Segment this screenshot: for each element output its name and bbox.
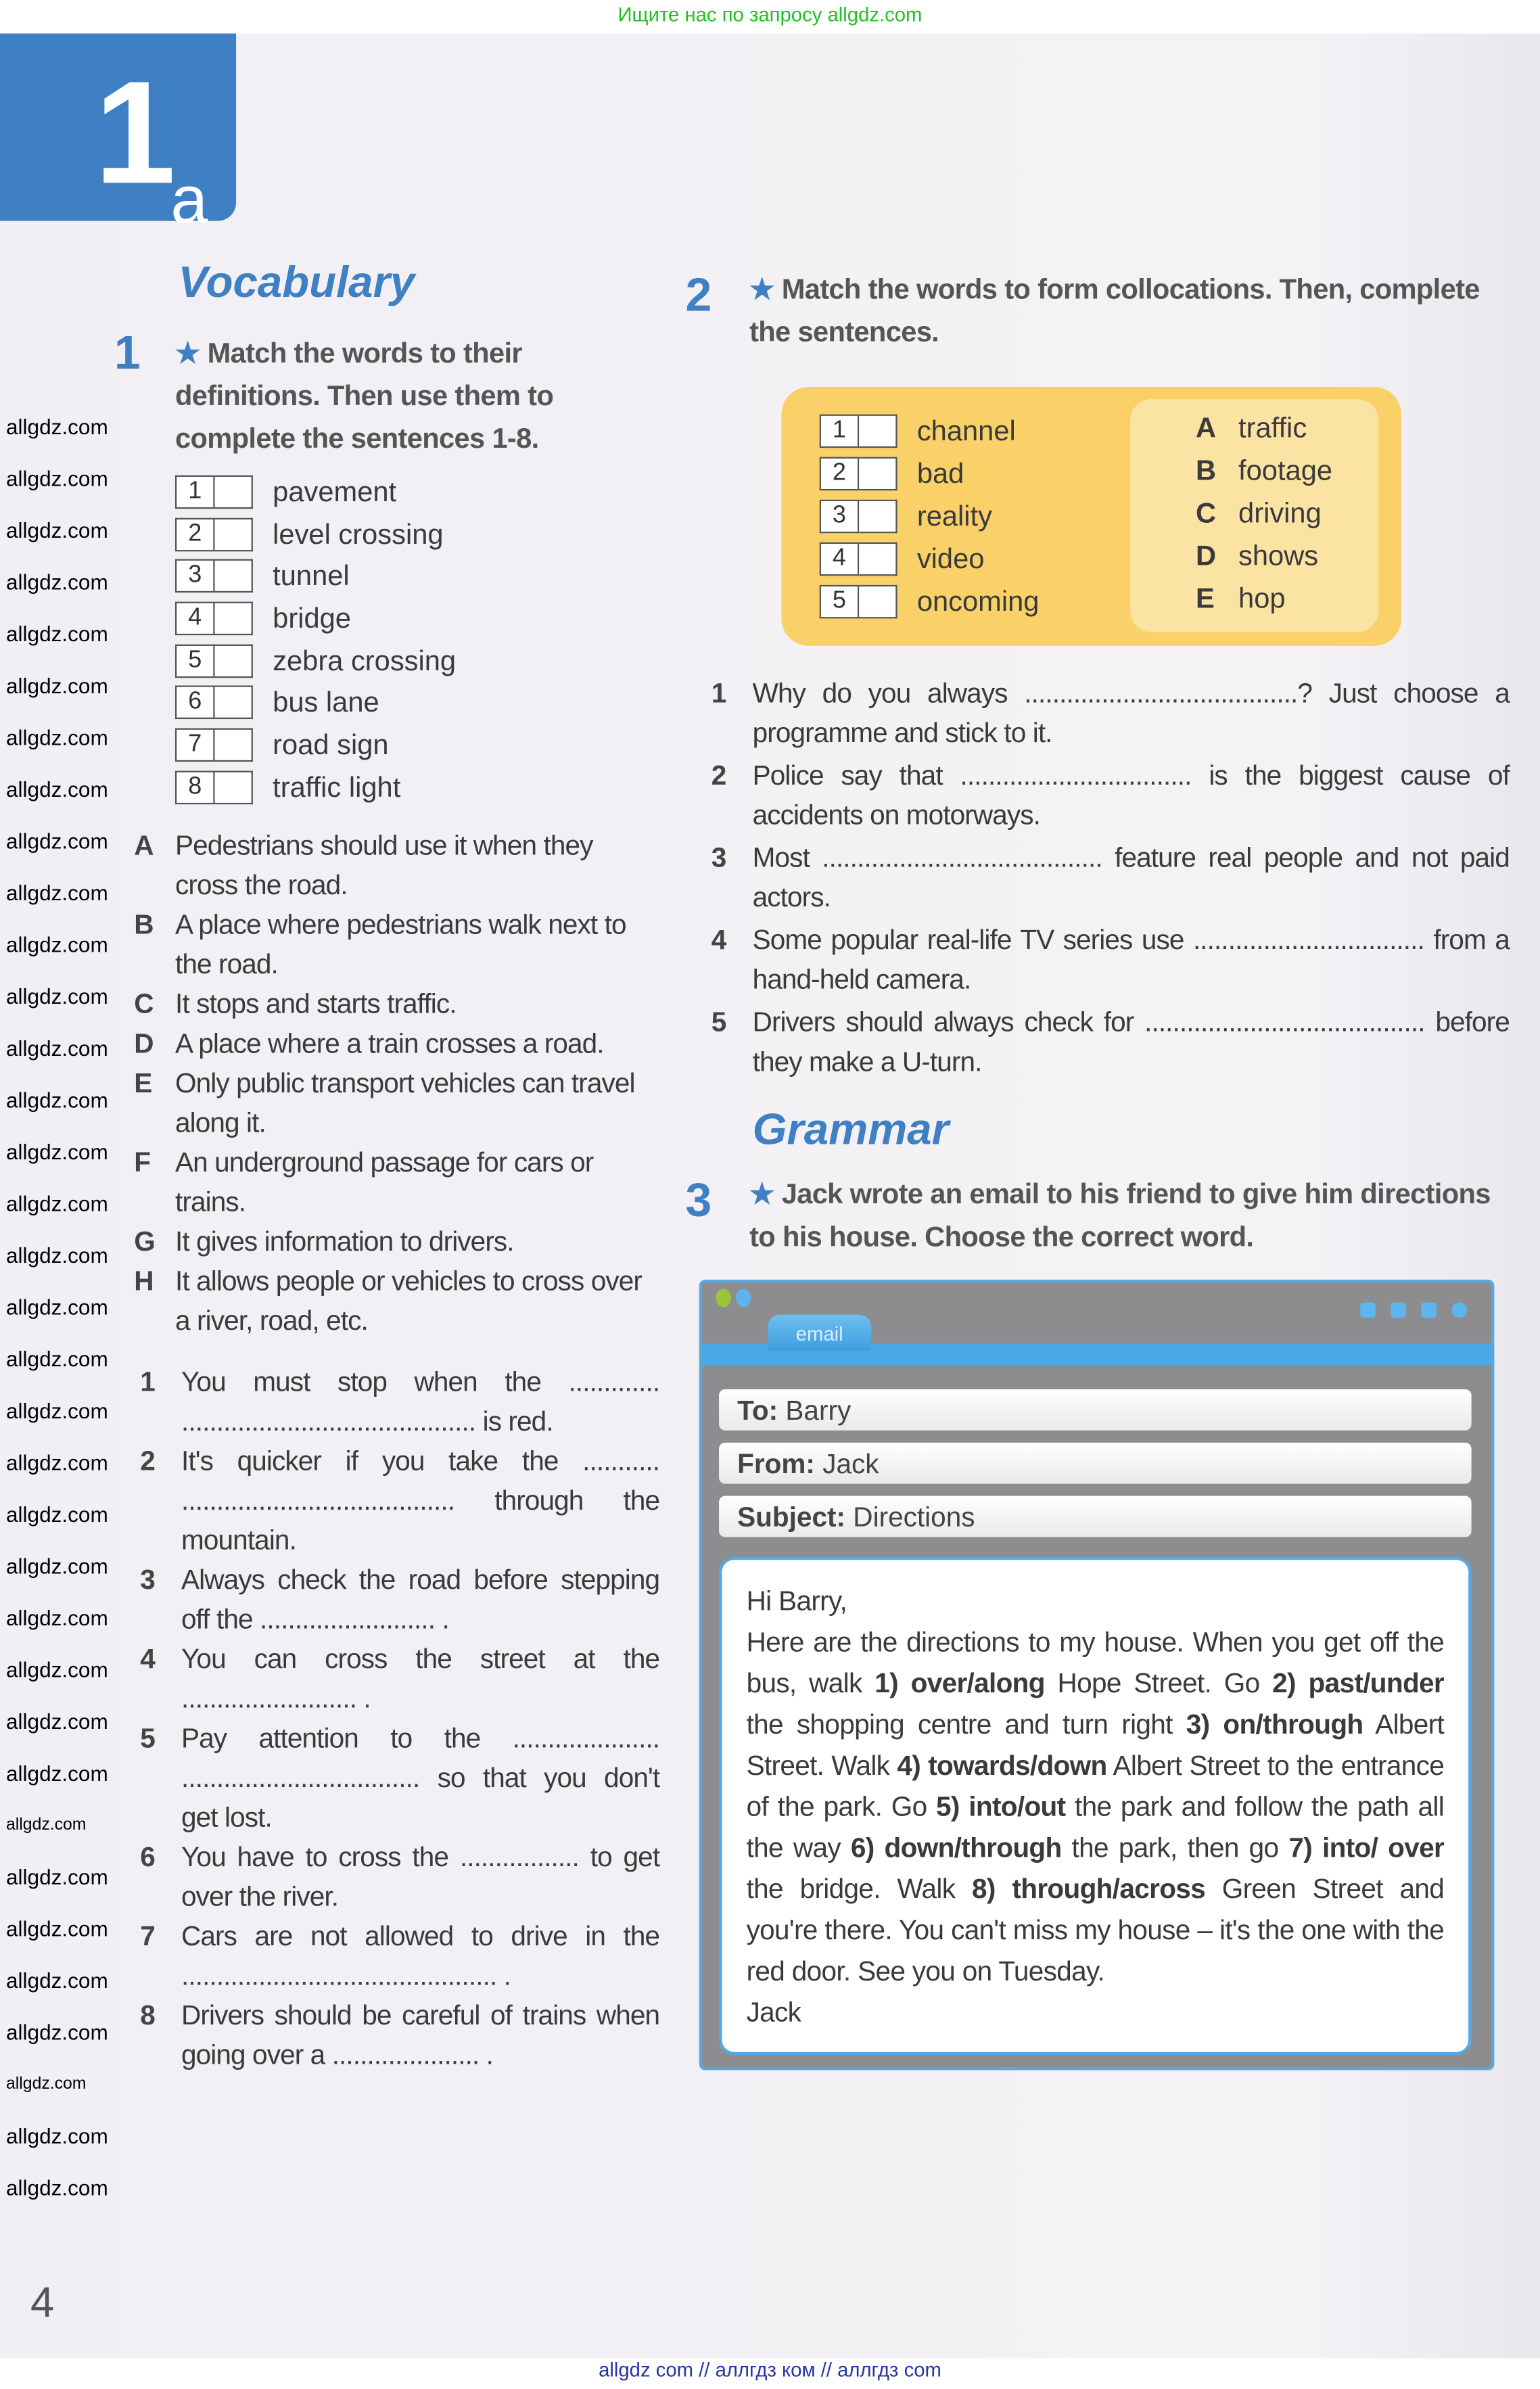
item-number: 4 bbox=[820, 542, 860, 576]
item-number: 4 bbox=[175, 602, 215, 636]
exercise-2-instruction bbox=[749, 268, 1496, 353]
watermark: allgdz.com bbox=[6, 2123, 108, 2148]
answer-choice[interactable]: 8) through/across bbox=[972, 1874, 1206, 1905]
home-icon bbox=[1421, 1303, 1437, 1318]
word: oncoming bbox=[916, 584, 1040, 618]
watermark: allgdz.com bbox=[6, 1450, 108, 1475]
sentence-text: Drivers should be careful of trains when going over a ..................... . bbox=[181, 1999, 660, 2070]
collocation-left-item bbox=[820, 585, 1040, 619]
answer-choice[interactable]: 7) into/ over bbox=[1288, 1832, 1445, 1863]
instruction-text: Match the words to form collocations. Then, complete the sentences. bbox=[749, 273, 1480, 348]
exercise-3-number: 3 bbox=[685, 1173, 712, 1227]
sentence-text: Pay attention to the ..................... .................................. so that you don't get lost. bbox=[181, 1722, 660, 1832]
item-number: 5 bbox=[820, 585, 860, 619]
sentence-number: 6 bbox=[140, 1841, 155, 1872]
sentence-item bbox=[711, 1002, 1510, 1082]
sentence-item bbox=[140, 1837, 659, 1916]
sentence-text: You can cross the street at the ......................... . bbox=[181, 1643, 660, 1714]
answer-box[interactable] bbox=[215, 559, 253, 593]
to-value: Barry bbox=[785, 1395, 851, 1427]
word: traffic bbox=[1238, 411, 1307, 444]
vocabulary-heading: Vocabulary bbox=[178, 258, 415, 308]
watermark: allgdz.com bbox=[6, 673, 108, 698]
watermark: allgdz.com bbox=[6, 1243, 108, 1268]
answer-box[interactable] bbox=[215, 602, 253, 636]
sentence-item bbox=[140, 1362, 659, 1441]
sentence-item bbox=[140, 1916, 659, 1995]
definition-text: Only public transport vehicles can travel along it. bbox=[175, 1067, 635, 1138]
answer-box[interactable] bbox=[215, 686, 253, 720]
watermark: allgdz.com bbox=[6, 1398, 108, 1423]
watermark: allgdz.com bbox=[6, 1864, 108, 1889]
left-column bbox=[134, 332, 659, 2074]
word: driving bbox=[1238, 496, 1322, 529]
to-field[interactable] bbox=[719, 1389, 1472, 1431]
word-list-item bbox=[175, 602, 659, 636]
answer-box[interactable] bbox=[215, 728, 253, 762]
from-value: Jack bbox=[822, 1448, 879, 1479]
sentence-item bbox=[711, 756, 1510, 835]
watermark: allgdz.com bbox=[6, 983, 108, 1008]
body-segment: Here are the directions to my house. When you get off the bus, walk bbox=[746, 1627, 1445, 1699]
sentence-text: You have to cross the ................. to get over the river. bbox=[181, 1841, 660, 1912]
collocation-right-item bbox=[1196, 582, 1286, 616]
body-segment: the park, then go bbox=[1061, 1832, 1289, 1863]
item-number: 7 bbox=[175, 728, 215, 762]
sentence-number: 2 bbox=[711, 760, 726, 791]
exercise-1-number: 1 bbox=[114, 325, 141, 379]
watermark: allgdz.com bbox=[6, 1036, 108, 1061]
collocation-left-item bbox=[820, 500, 992, 534]
answer-box[interactable] bbox=[215, 476, 253, 509]
definition-letter: G bbox=[134, 1226, 155, 1257]
item-number: 3 bbox=[820, 500, 860, 534]
word: tunnel bbox=[273, 559, 350, 592]
item-number: 8 bbox=[175, 770, 215, 804]
word-list-item bbox=[175, 517, 659, 551]
definition-text: It stops and starts traffic. bbox=[175, 988, 457, 1019]
watermark: allgdz.com bbox=[6, 570, 108, 595]
word: reality bbox=[916, 499, 992, 532]
word-list-item bbox=[175, 559, 659, 593]
exercise-2 bbox=[685, 268, 1515, 353]
answer-box[interactable] bbox=[859, 457, 897, 491]
watermark: allgdz.com bbox=[6, 1968, 108, 1993]
word: bad bbox=[916, 457, 964, 489]
star-icon: ★ bbox=[749, 273, 774, 305]
watermark: allgdz.com bbox=[6, 1502, 108, 1527]
sentence-text: Cars are not allowed to drive in the ............................................. . bbox=[181, 1920, 660, 1991]
subject-label: Subject: bbox=[737, 1502, 846, 1533]
watermark: allgdz.com bbox=[6, 725, 108, 750]
word: hop bbox=[1238, 582, 1286, 614]
answer-box[interactable] bbox=[215, 517, 253, 551]
body-segment: the park and follow the path all the way bbox=[746, 1791, 1445, 1863]
exercise-1-sentences bbox=[140, 1362, 659, 2074]
answer-choice[interactable]: 5) into/out bbox=[936, 1791, 1066, 1822]
body-segment: Hope Street. Go bbox=[1044, 1668, 1273, 1699]
definition-item bbox=[134, 1063, 659, 1142]
collocation-left-item bbox=[820, 457, 964, 491]
answer-choice[interactable]: 4) towards/down bbox=[897, 1750, 1107, 1781]
watermark: allgdz.com bbox=[6, 776, 108, 802]
definition-item bbox=[134, 1023, 659, 1063]
definition-text: It allows people or vehicles to cross over a river, road, etc. bbox=[175, 1266, 642, 1336]
sentence-number: 8 bbox=[140, 1999, 155, 2031]
definitions-list bbox=[134, 825, 659, 1340]
window-dot-green-icon bbox=[716, 1289, 732, 1307]
word-list-item bbox=[175, 476, 659, 509]
collocation-box bbox=[781, 387, 1401, 646]
definition-text: A place where pedestrians walk next to the road. bbox=[175, 909, 626, 979]
collocation-left-item bbox=[820, 415, 1016, 448]
word-list bbox=[175, 476, 659, 804]
item-number: 2 bbox=[175, 517, 215, 551]
word-list-item bbox=[175, 686, 659, 720]
watermark: allgdz.com bbox=[6, 1191, 108, 1216]
sentence-text: Drivers should always check for ........................................ before they make a U-turn. bbox=[752, 1006, 1510, 1077]
definition-letter: F bbox=[134, 1146, 151, 1178]
word: traffic light bbox=[273, 770, 401, 803]
subject-value: Directions bbox=[853, 1502, 975, 1533]
body-segment: the bridge. Walk bbox=[746, 1874, 973, 1905]
definition-item bbox=[134, 904, 659, 983]
email-tab[interactable]: email bbox=[768, 1315, 871, 1351]
sentence-number: 3 bbox=[140, 1564, 155, 1595]
watermark: allgdz.com bbox=[6, 1088, 108, 1113]
subject-field[interactable] bbox=[719, 1496, 1472, 1537]
instruction-text: Jack wrote an email to his friend to give him directions to his house. Choose the correct word. bbox=[749, 1177, 1491, 1253]
word-list-item bbox=[175, 644, 659, 678]
sentence-text: Police say that ................................. is the biggest cause of accidents on motorways. bbox=[752, 760, 1510, 831]
email-body[interactable] bbox=[719, 1557, 1472, 2055]
collocation-right-item bbox=[1196, 496, 1322, 530]
star-icon: ★ bbox=[749, 1177, 774, 1210]
sentence-item bbox=[140, 1718, 659, 1837]
mail-icon bbox=[1391, 1303, 1406, 1318]
collocation-right-item bbox=[1196, 539, 1318, 573]
word: level crossing bbox=[273, 517, 444, 550]
answer-choice[interactable]: 2) past/under bbox=[1272, 1668, 1445, 1699]
sentence-text: Some popular real-life TV series use ................................. from a hand-held camera. bbox=[752, 925, 1510, 995]
right-column bbox=[685, 268, 1515, 2070]
page-number: 4 bbox=[30, 2279, 55, 2327]
item-letter: D bbox=[1195, 539, 1217, 572]
item-number: 5 bbox=[175, 644, 215, 678]
word-list-item bbox=[175, 728, 659, 762]
sentence-text: Why do you always .......................................? Just choose a programme and stick to it. bbox=[752, 678, 1510, 748]
bottom-banner: allgdz com // аллгдз ком // аллгдз com bbox=[599, 2358, 941, 2382]
top-banner: Ищите нас по запросу allgdz.com bbox=[617, 3, 923, 26]
unit-letter: a bbox=[170, 162, 208, 238]
word: road sign bbox=[273, 728, 389, 761]
watermark: allgdz.com bbox=[6, 466, 108, 491]
collocation-right-item bbox=[1196, 454, 1332, 488]
answer-choice[interactable]: 6) down/through bbox=[850, 1832, 1062, 1863]
answer-choice[interactable]: 1) over/along bbox=[874, 1668, 1045, 1699]
sentence-number: 5 bbox=[711, 1006, 726, 1038]
definition-item bbox=[134, 1222, 659, 1261]
sentence-number: 2 bbox=[140, 1445, 155, 1476]
word: shows bbox=[1238, 539, 1319, 572]
cart-icon bbox=[1360, 1303, 1376, 1318]
exercise-3 bbox=[685, 1173, 1515, 1258]
watermark: allgdz.com bbox=[6, 880, 108, 905]
word: bus lane bbox=[273, 686, 379, 718]
power-icon bbox=[1451, 1303, 1467, 1318]
definition-letter: C bbox=[134, 988, 154, 1019]
item-letter: C bbox=[1195, 496, 1217, 529]
exercise-2-sentences bbox=[711, 673, 1510, 1082]
definition-text: Pedestrians should use it when they cross the road. bbox=[175, 830, 593, 900]
from-label: From: bbox=[737, 1448, 815, 1479]
body-segment: the shopping centre and turn right bbox=[746, 1709, 1186, 1740]
item-number: 3 bbox=[175, 559, 215, 593]
sentence-number: 4 bbox=[140, 1643, 155, 1674]
sentence-number: 4 bbox=[711, 925, 726, 956]
watermark: allgdz.com bbox=[6, 1139, 108, 1164]
window-dot-blue-icon bbox=[736, 1289, 751, 1307]
definition-item bbox=[134, 1142, 659, 1222]
watermark: allgdz.com bbox=[6, 2020, 108, 2045]
sentence-item bbox=[140, 1995, 659, 2074]
sentence-number: 1 bbox=[140, 1366, 155, 1397]
email-signature: Jack bbox=[746, 1997, 801, 2028]
collocation-left-item bbox=[820, 542, 985, 576]
watermark: allgdz.com bbox=[6, 1295, 108, 1320]
instruction-text: Match the words to their definitions. Then use them to complete the sentences 1-8. bbox=[175, 336, 554, 455]
word: footage bbox=[1238, 454, 1333, 486]
sentence-item bbox=[140, 1639, 659, 1718]
definition-letter: D bbox=[134, 1027, 154, 1059]
sentence-number: 5 bbox=[140, 1722, 155, 1753]
email-window bbox=[699, 1280, 1495, 2070]
watermark: allgdz.com bbox=[6, 829, 108, 854]
watermark: allgdz.com bbox=[6, 1916, 108, 1941]
watermark: allgdz.com bbox=[6, 517, 108, 542]
definition-item bbox=[134, 983, 659, 1023]
exercise-1-instruction bbox=[175, 332, 617, 460]
item-letter: E bbox=[1195, 582, 1215, 614]
watermark: allgdz.com bbox=[6, 932, 108, 957]
unit-number: 1 bbox=[94, 51, 176, 215]
item-number: 6 bbox=[175, 686, 215, 720]
definition-text: An underground passage for cars or trains. bbox=[175, 1146, 594, 1217]
item-number: 1 bbox=[175, 476, 215, 509]
body-segment: Albert Street. Walk bbox=[746, 1709, 1445, 1781]
from-field[interactable] bbox=[719, 1443, 1472, 1484]
watermark: allgdz.com bbox=[6, 414, 108, 439]
answer-box[interactable] bbox=[215, 770, 253, 804]
sentence-text: Always check the road before stepping off the ......................... . bbox=[181, 1564, 660, 1635]
star-icon: ★ bbox=[175, 336, 200, 369]
item-letter: A bbox=[1195, 411, 1217, 444]
watermark: allgdz.com bbox=[6, 621, 108, 646]
sentence-item bbox=[711, 673, 1510, 752]
exercise-2-number: 2 bbox=[685, 268, 712, 322]
unit-tab bbox=[0, 34, 236, 238]
definition-letter: E bbox=[134, 1067, 152, 1098]
watermark: allgdz.com bbox=[6, 1709, 108, 1734]
item-letter: B bbox=[1195, 454, 1217, 486]
definition-text: A place where a train crosses a road. bbox=[175, 1027, 604, 1059]
sentence-text: You must stop when the ............. .......................................... is red. bbox=[181, 1366, 660, 1437]
word: pavement bbox=[273, 475, 397, 507]
item-number: 2 bbox=[820, 457, 860, 491]
sentence-text: It's quicker if you take the ........... ....................................... through the mountain. bbox=[181, 1445, 660, 1556]
item-number: 1 bbox=[820, 415, 860, 448]
collocation-right-item bbox=[1196, 411, 1307, 445]
sentence-item bbox=[711, 838, 1510, 917]
sentence-item bbox=[140, 1441, 659, 1560]
watermark: allgdz.com bbox=[6, 1657, 108, 1682]
sentence-item bbox=[140, 1560, 659, 1639]
watermark: allgdz.com bbox=[6, 1554, 108, 1579]
answer-choice[interactable]: 3) on/through bbox=[1186, 1709, 1363, 1740]
definition-letter: A bbox=[134, 830, 154, 861]
sentence-item bbox=[711, 920, 1510, 999]
answer-box[interactable] bbox=[859, 415, 897, 448]
answer-box[interactable] bbox=[859, 500, 897, 534]
sentence-number: 1 bbox=[711, 678, 726, 709]
answer-box[interactable] bbox=[859, 542, 897, 576]
watermark: allgdz.com bbox=[6, 2175, 108, 2200]
definition-letter: B bbox=[134, 909, 154, 940]
word: zebra crossing bbox=[273, 644, 457, 676]
word: bridge bbox=[273, 601, 351, 634]
definition-text: It gives information to drivers. bbox=[175, 1226, 514, 1257]
email-body-text bbox=[747, 1623, 1445, 1993]
watermark: allgdz.com bbox=[6, 2074, 87, 2093]
word-list-item bbox=[175, 770, 659, 804]
definition-letter: H bbox=[134, 1266, 154, 1297]
watermark: allgdz.com bbox=[6, 1605, 108, 1630]
answer-box[interactable] bbox=[859, 585, 897, 619]
grammar-heading: Grammar bbox=[752, 1106, 950, 1155]
watermark: allgdz.com bbox=[6, 1761, 108, 1786]
email-greeting: Hi Barry, bbox=[746, 1585, 847, 1617]
body-segment: Green Street and you're there. You can't miss my house – it's the one with the red door. See you on Tuesday. bbox=[746, 1874, 1445, 1987]
exercise-3-instruction bbox=[749, 1173, 1496, 1258]
to-label: To: bbox=[737, 1395, 778, 1427]
watermark: allgdz.com bbox=[6, 1815, 87, 1834]
answer-box[interactable] bbox=[215, 644, 253, 678]
definition-item bbox=[134, 1261, 659, 1340]
sentence-text: Most ........................................ feature real people and not paid actors. bbox=[752, 842, 1510, 913]
watermark: allgdz.com bbox=[6, 1346, 108, 1371]
word: channel bbox=[916, 414, 1016, 446]
sentence-number: 3 bbox=[711, 842, 726, 873]
sentence-number: 7 bbox=[140, 1920, 155, 1951]
definition-item bbox=[134, 825, 659, 904]
word: video bbox=[916, 542, 985, 575]
body-segment: Albert Street to the entrance of the park. Go bbox=[746, 1750, 1445, 1822]
